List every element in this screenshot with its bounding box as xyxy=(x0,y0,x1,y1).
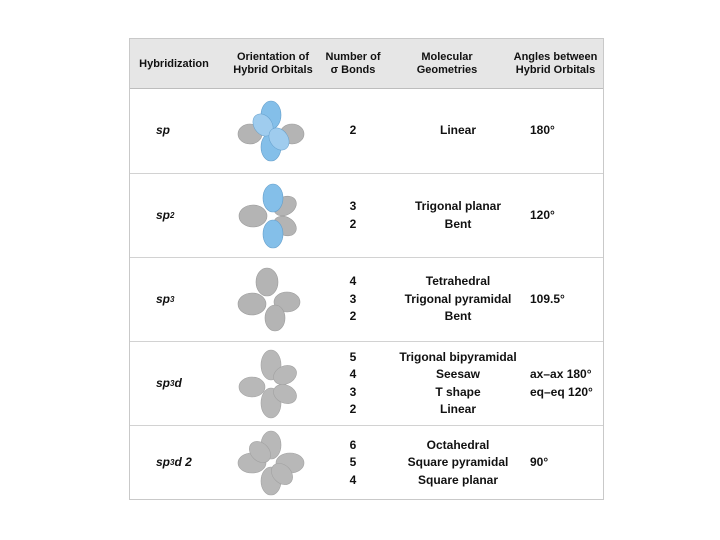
sp3d2-orbital-icon xyxy=(231,426,311,500)
molecular-geometry: Octahedral Square pyramidal Square planar xyxy=(407,437,509,487)
molecular-geometry: Tetrahedral Trigonal pyramidal Bent xyxy=(404,274,512,324)
table-row xyxy=(130,89,603,174)
bond-angle: 109.5° xyxy=(530,291,565,306)
orbital-cell xyxy=(222,174,320,257)
header-sigma-bonds: Number of σ Bonds xyxy=(325,51,381,76)
sigma-bond-count: 5 4 3 2 xyxy=(349,349,357,416)
molecular-geometry: Trigonal planar Bent xyxy=(414,199,501,231)
bond-angle: 90° xyxy=(530,455,549,470)
bond-angle: ax–ax 180° eq–eq 120° xyxy=(530,367,593,399)
table-row xyxy=(130,342,603,426)
hybridization-label: sp 3 d 2 xyxy=(156,455,192,470)
sp2-orbital-icon xyxy=(231,176,311,256)
hybridization-label: sp xyxy=(156,123,171,138)
header-orientation: Orientation of Hybrid Orbitals xyxy=(233,51,313,76)
orbital-cell xyxy=(222,342,320,425)
bond-angle: 180° xyxy=(530,123,555,138)
molecular-geometry: Trigonal bipyramidal Seesaw T shape Linear xyxy=(399,349,517,416)
orbital-cell xyxy=(222,258,320,341)
table-header xyxy=(130,39,603,89)
sigma-bond-count: 3 2 xyxy=(349,199,357,231)
table-row xyxy=(130,174,603,258)
hybridization-table xyxy=(129,38,604,500)
header-geometries: Molecular Geometries xyxy=(416,51,478,76)
sigma-bond-count: 2 xyxy=(349,123,357,138)
sigma-bond-count: 6 5 4 xyxy=(349,437,357,487)
sigma-bond-count: 4 3 2 xyxy=(349,274,357,324)
header-angles: Angles between Hybrid Orbitals xyxy=(513,51,598,76)
orbital-cell xyxy=(222,426,320,500)
sp3-orbital-icon xyxy=(231,260,311,340)
sp-orbital-icon xyxy=(231,91,311,171)
header-hybridization: Hybridization xyxy=(139,57,209,70)
molecular-geometry: Linear xyxy=(439,123,476,138)
table-row xyxy=(130,426,603,500)
table-row xyxy=(130,258,603,342)
bond-angle: 120° xyxy=(530,207,555,222)
orbital-cell xyxy=(222,89,320,173)
hybridization-label: sp 2 xyxy=(156,207,175,222)
hybridization-label: sp 3 xyxy=(156,291,175,306)
hybridization-label: sp 3 d xyxy=(156,375,182,390)
sp3d-orbital-icon xyxy=(231,344,311,424)
